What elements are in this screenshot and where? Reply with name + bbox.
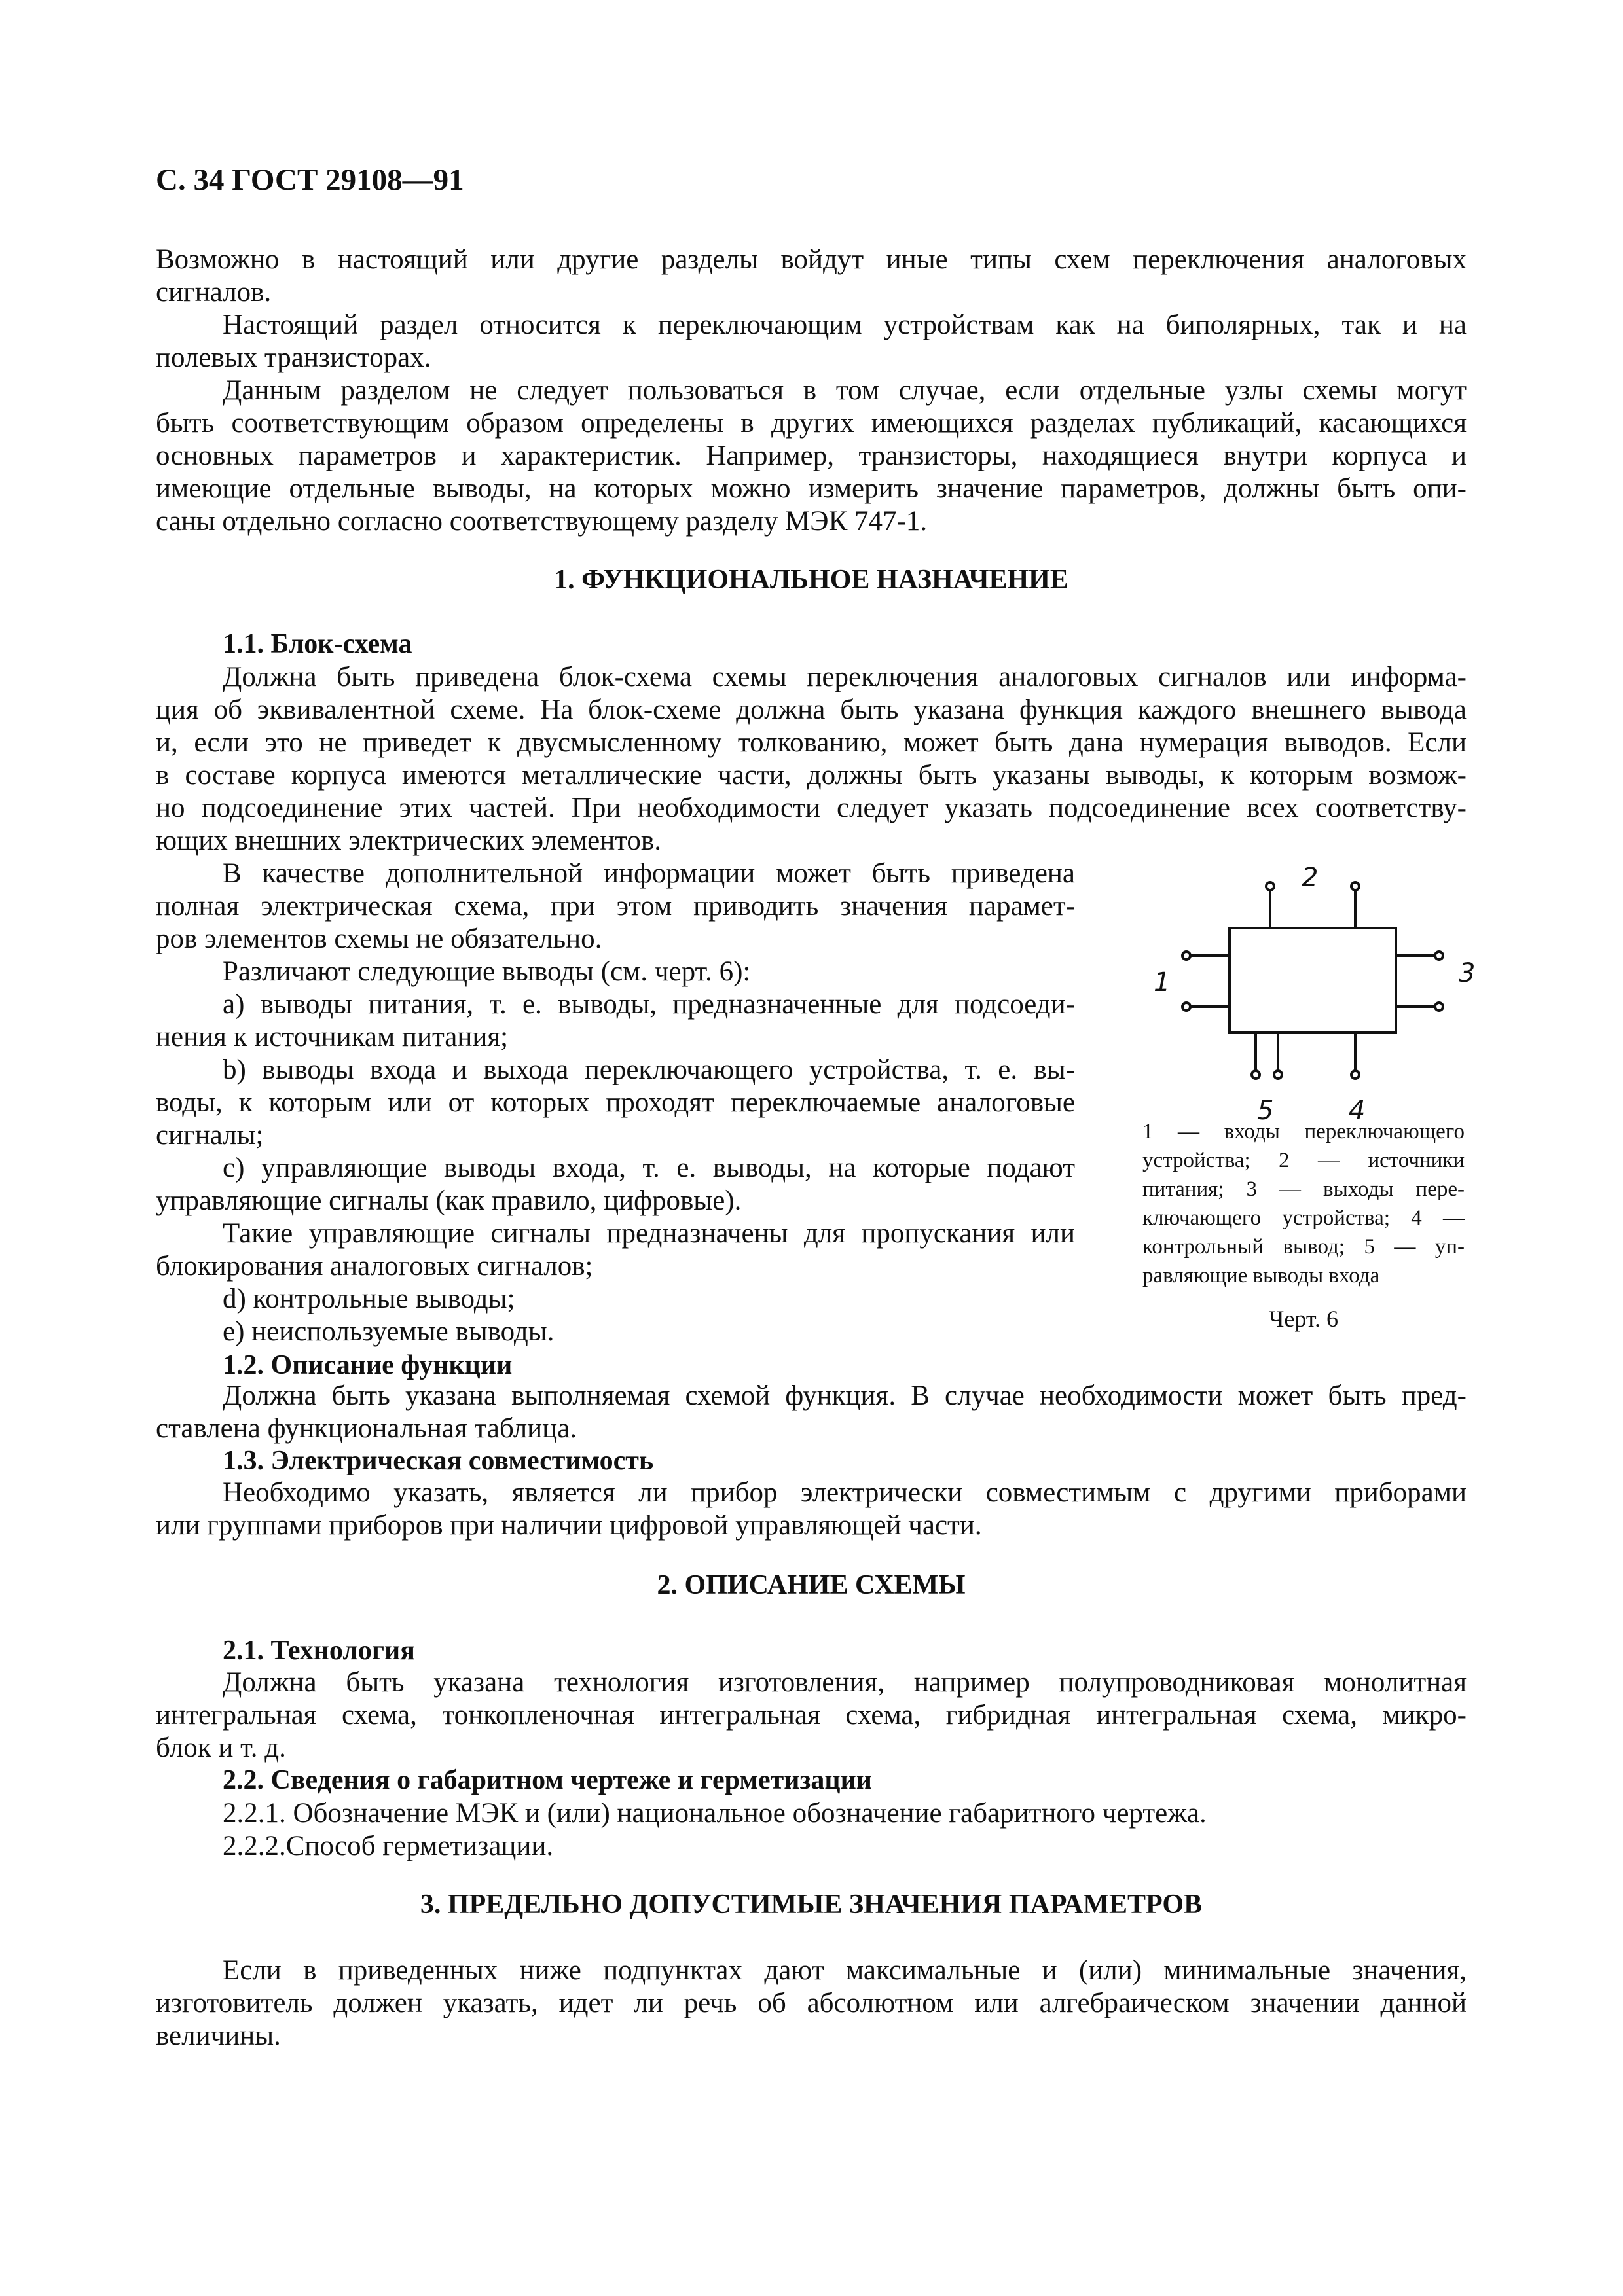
page-header: С. 34 ГОСТ 29108—91: [156, 163, 464, 197]
intro-line: быть соответствующим образом определены в других имеющихся разделах публикаций, касающихся: [156, 408, 1467, 439]
text-line: интегральная схема, тонкопленочная интегральная схема, гибридная интегральная схема, микро-: [156, 1700, 1467, 1731]
text-line: ров элементов схемы не обязательно.: [156, 924, 602, 954]
text-line: блокирования аналоговых сигналов;: [156, 1251, 593, 1282]
figure-caption-line: устройства; 2 — источники: [1142, 1149, 1465, 1172]
text-line: Различают следующие выводы (см. черт. 6):: [223, 956, 751, 987]
subsection-title: 2.1. Технология: [223, 1636, 415, 1666]
figure-title: Черт. 6: [1269, 1306, 1338, 1332]
text-line: изготовитель должен указать, идет ли речь об абсолютном или алгебраическом значении данной: [156, 1988, 1467, 2018]
text-line: блок и т. д.: [156, 1732, 286, 1763]
text-line: управляющие сигналы (как правило, цифровые).: [156, 1185, 742, 1216]
section-heading: 2. ОПИСАНИЕ СХЕМЫ: [657, 1570, 966, 1600]
text-line: воды, к которым или от которых проходят переключаемые аналоговые: [156, 1087, 1075, 1118]
figure-caption-line: равляющие выводы входа: [1142, 1264, 1380, 1287]
text-line: 2.2.2.Способ герметизации.: [223, 1831, 554, 1861]
text-line: В качестве дополнительной информации может быть приведена: [223, 858, 1075, 889]
text-line: Если в приведенных ниже подпунктах дают максимальные и (или) минимальные значения,: [223, 1955, 1467, 1986]
text-line: сигналы;: [156, 1120, 264, 1151]
pin-label-4: 4: [1349, 1096, 1366, 1126]
intro-line: сигналов.: [156, 277, 272, 308]
figure-caption-line: питания; 3 — выходы пере-: [1142, 1177, 1465, 1201]
pin-label-2: 2: [1302, 863, 1319, 893]
text-line: ставлена функциональная таблица.: [156, 1413, 577, 1444]
pin-label-3: 3: [1459, 958, 1476, 988]
text-line: d) контрольные выводы;: [223, 1283, 515, 1314]
block-diagram: [1126, 857, 1493, 1132]
intro-line: Возможно в настоящий или другие разделы войдут иные типы схем переключения аналоговых: [156, 244, 1467, 275]
text-line: e) неиспользуемые выводы.: [223, 1316, 555, 1347]
block-rect: [1230, 928, 1396, 1033]
text-line: и, если это не приведет к двусмысленному толкованию, может быть дана нумерация выводов. Если: [156, 727, 1467, 758]
text-line: или группами приборов при наличии цифровой управляющей части.: [156, 1510, 982, 1541]
text-line: Должна быть приведена блок-схема схемы переключения аналоговых сигналов или информа-: [223, 662, 1467, 692]
text-line: величины.: [156, 2020, 281, 2051]
pin-label-5: 5: [1257, 1096, 1274, 1126]
intro-line: саны отдельно согласно соответствующему разделу МЭК 747-1.: [156, 506, 928, 537]
text-line: ция об эквивалентной схеме. На блок-схеме должна быть указана функция каждого внешнего вывода: [156, 694, 1467, 725]
text-line: a) выводы питания, т. е. выводы, предназначенные для подсоеди-: [223, 989, 1075, 1020]
figure-caption-line: контрольный вывод; 5 — уп-: [1142, 1235, 1465, 1259]
section-heading: 3. ПРЕДЕЛЬНО ДОПУСТИМЫЕ ЗНАЧЕНИЯ ПАРАМЕТРОВ: [420, 1890, 1203, 1920]
intro-line: основных параметров и характеристик. Например, транзисторы, находящиеся внутри корпуса и: [156, 440, 1467, 471]
text-line: c) управляющие выводы входа, т. е. выводы, на которые подают: [223, 1153, 1075, 1183]
subsection-title: 1.2. Описание функции: [223, 1350, 513, 1380]
text-line: Должна быть указана выполняемая схемой функция. В случае необходимости может быть пред-: [223, 1380, 1467, 1411]
text-line: нения к источникам питания;: [156, 1022, 509, 1052]
figure-caption-line: ключающего устройства; 4 —: [1142, 1206, 1465, 1230]
intro-line: имеющие отдельные выводы, на которых можно измерить значение параметров, должны быть опи-: [156, 473, 1467, 504]
pin-label-1: 1: [1154, 967, 1171, 997]
subsection-title: 2.2. Сведения о габаритном чертеже и герметизации: [223, 1765, 872, 1795]
figure-caption-line: 1 — входы переключающего: [1142, 1120, 1465, 1143]
text-line: Такие управляющие сигналы предназначены для пропускания или: [223, 1218, 1075, 1249]
text-line: b) выводы входа и выхода переключающего устройства, т. е. вы-: [223, 1054, 1075, 1085]
text-line: но подсоединение этих частей. При необходимости следует указать подсоединение всех соответству-: [156, 793, 1467, 823]
text-line: полная электрическая схема, при этом приводить значения парамет-: [156, 891, 1075, 922]
text-line: Должна быть указана технология изготовления, например полупроводниковая монолитная: [223, 1667, 1467, 1698]
subsection-title: 1.3. Электрическая совместимость: [223, 1446, 654, 1476]
text-line: 2.2.1. Обозначение МЭК и (или) национальное обозначение габаритного чертежа.: [223, 1798, 1207, 1829]
intro-line: Настоящий раздел относится к переключающим устройствам как на биполярных, так и на: [223, 310, 1467, 340]
text-line: в составе корпуса имеются металлические части, должны быть указаны выводы, к которым возмож-: [156, 760, 1467, 791]
text-line: ющих внешних электрических элементов.: [156, 825, 661, 856]
text-line: Необходимо указать, является ли прибор электрически совместимым с другими приборами: [223, 1477, 1467, 1508]
intro-line: Данным разделом не следует пользоваться в том случае, если отдельные узлы схемы могут: [223, 375, 1467, 406]
intro-line: полевых транзисторах.: [156, 342, 431, 373]
subsection-title: 1.1. Блок-схема: [223, 629, 412, 659]
section-heading: 1. ФУНКЦИОНАЛЬНОЕ НАЗНАЧЕНИЕ: [554, 565, 1068, 595]
